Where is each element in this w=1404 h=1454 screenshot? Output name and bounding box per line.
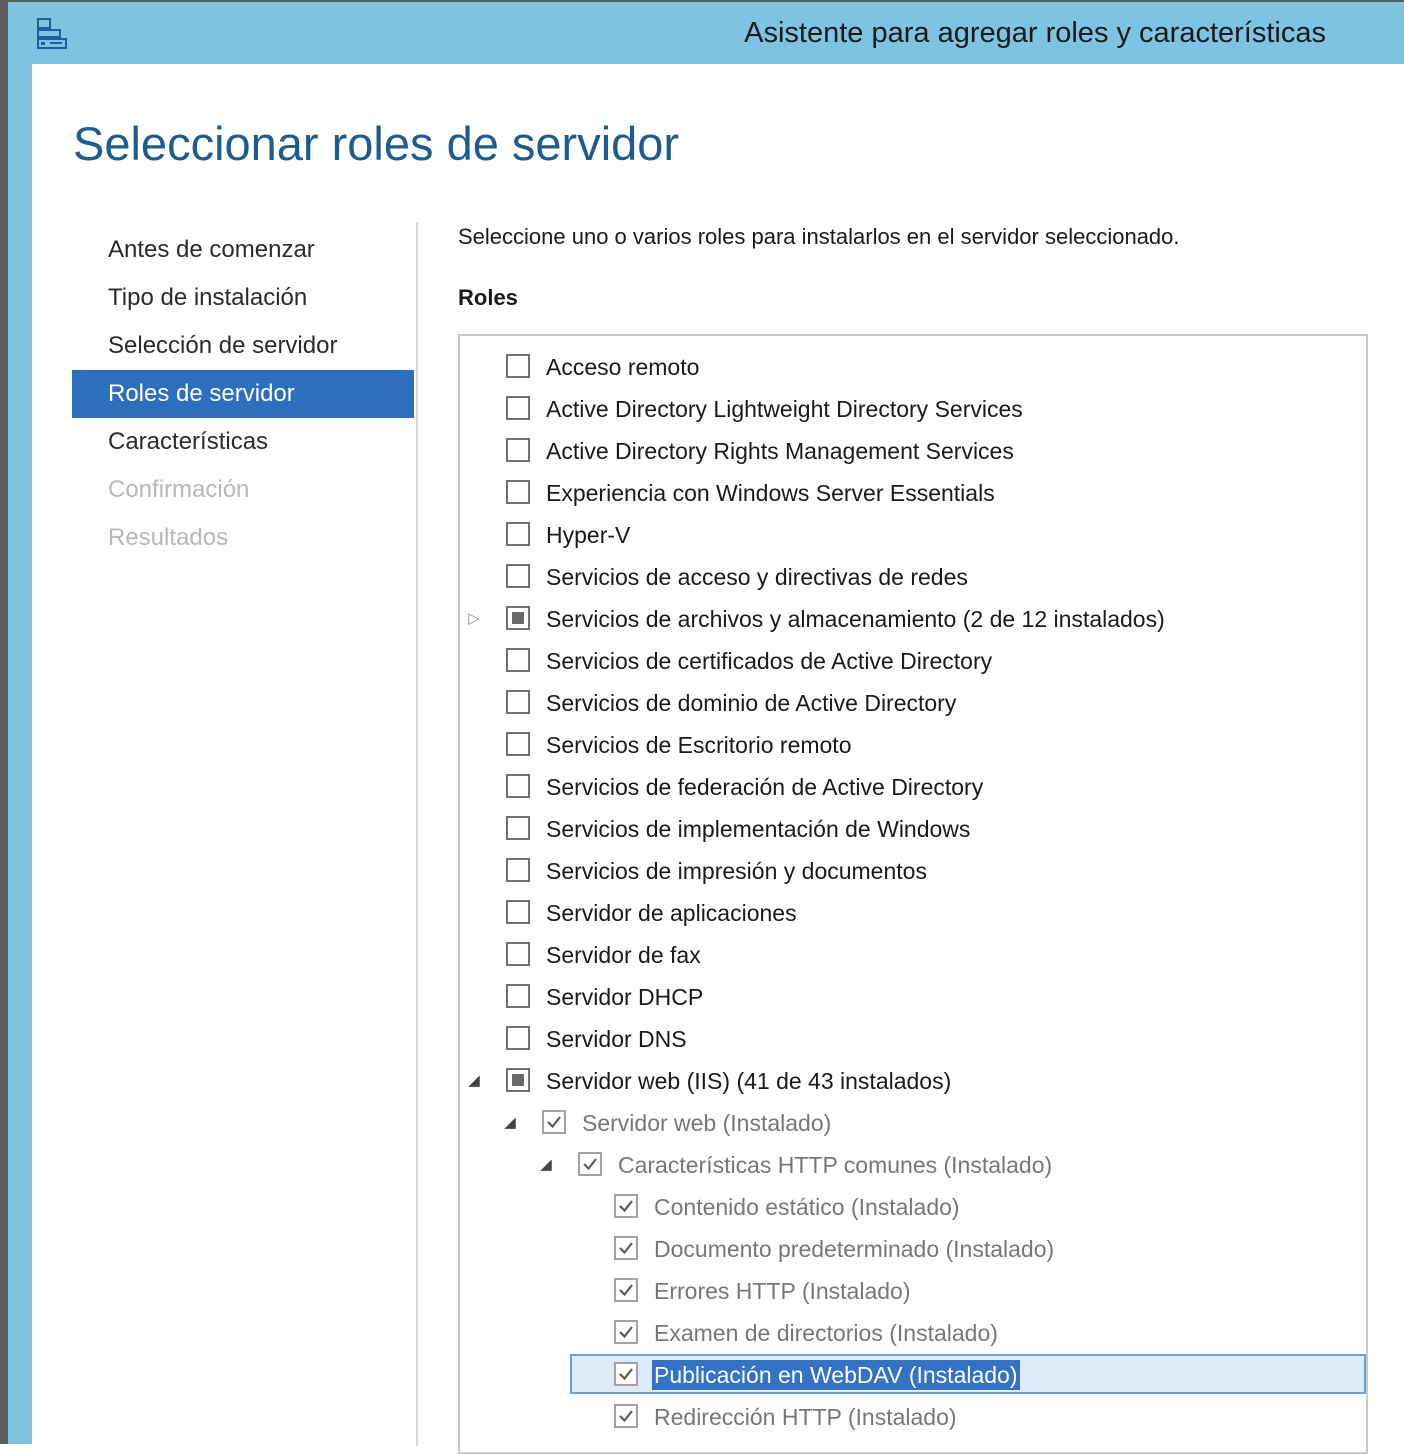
- role-row[interactable]: [460, 682, 1366, 724]
- check-icon: [581, 1155, 599, 1173]
- role-label: Servicios de dominio de Active Directory: [546, 690, 957, 716]
- check-icon: [617, 1239, 635, 1257]
- role-checkbox[interactable]: [506, 690, 530, 714]
- role-label: Servidor de aplicaciones: [546, 900, 797, 926]
- role-row[interactable]: [460, 514, 1366, 556]
- nav-divider: [416, 222, 418, 1446]
- role-label: Examen de directorios (Instalado): [654, 1320, 998, 1346]
- role-row[interactable]: [460, 1102, 1366, 1144]
- role-label: Contenido estático (Instalado): [654, 1194, 960, 1220]
- role-label: Active Directory Lightweight Directory Services: [546, 396, 1023, 422]
- role-row[interactable]: [460, 430, 1366, 472]
- role-row[interactable]: [460, 388, 1366, 430]
- role-checkbox[interactable]: [506, 564, 530, 588]
- role-checkbox[interactable]: [506, 480, 530, 504]
- role-label: Redirección HTTP (Instalado): [654, 1404, 957, 1430]
- check-icon: [617, 1281, 635, 1299]
- role-label: Servidor web (IIS) (41 de 43 instalados): [546, 1068, 952, 1094]
- role-checkbox-checked[interactable]: [614, 1236, 638, 1260]
- page-title: Seleccionar roles de servidor: [73, 117, 680, 170]
- role-checkbox-partial[interactable]: [506, 1068, 530, 1092]
- expand-arrow-icon[interactable]: ▷: [468, 609, 480, 627]
- role-label: Servidor web (Instalado): [582, 1110, 832, 1136]
- role-label: Servidor DHCP: [546, 984, 704, 1010]
- roles-heading: Roles: [458, 285, 518, 310]
- role-row[interactable]: [460, 808, 1366, 850]
- role-checkbox[interactable]: [506, 522, 530, 546]
- role-label: Servicios de acceso y directivas de redes: [546, 564, 968, 590]
- role-row[interactable]: [460, 1186, 1366, 1228]
- wizard-content: [32, 64, 1404, 1446]
- role-checkbox-checked[interactable]: [542, 1110, 566, 1134]
- nav-step[interactable]: Antes de comenzar: [108, 236, 315, 263]
- role-checkbox-checked[interactable]: [578, 1152, 602, 1176]
- role-row[interactable]: [460, 850, 1366, 892]
- role-label: Servicios de implementación de Windows: [546, 816, 971, 842]
- role-row[interactable]: [460, 1228, 1366, 1270]
- nav-step[interactable]: Tipo de instalación: [108, 284, 308, 311]
- window-title: Asistente para agregar roles y características: [744, 17, 1326, 49]
- role-row[interactable]: [460, 346, 1366, 388]
- check-icon: [617, 1323, 635, 1341]
- role-row[interactable]: [460, 724, 1366, 766]
- role-checkbox-checked[interactable]: [614, 1320, 638, 1344]
- role-checkbox-checked[interactable]: [614, 1404, 638, 1428]
- role-checkbox-partial[interactable]: [506, 606, 530, 630]
- check-icon: [617, 1197, 635, 1215]
- collapse-arrow-icon[interactable]: ◢: [468, 1071, 480, 1089]
- role-label: Servicios de certificados de Active Directory: [546, 648, 993, 674]
- role-checkbox[interactable]: [506, 396, 530, 420]
- role-row[interactable]: [460, 1060, 1366, 1102]
- role-label: Servicios de impresión y documentos: [546, 858, 927, 884]
- nav-step: Confirmación: [108, 476, 250, 503]
- role-label: Acceso remoto: [546, 354, 700, 380]
- role-checkbox-checked[interactable]: [614, 1278, 638, 1302]
- role-checkbox-checked[interactable]: [614, 1362, 638, 1386]
- role-row[interactable]: [460, 556, 1366, 598]
- role-checkbox[interactable]: [506, 858, 530, 882]
- role-label: Publicación en WebDAV (Instalado): [654, 1362, 1018, 1388]
- role-checkbox[interactable]: [506, 816, 530, 840]
- role-checkbox[interactable]: [506, 942, 530, 966]
- check-icon: [617, 1407, 635, 1425]
- role-label: Errores HTTP (Instalado): [654, 1278, 911, 1304]
- nav-step: Resultados: [108, 524, 229, 551]
- role-label: Servicios de Escritorio remoto: [546, 732, 852, 758]
- nav-step[interactable]: Selección de servidor: [108, 332, 338, 359]
- role-label: Servidor de fax: [546, 942, 701, 968]
- collapse-arrow-icon[interactable]: ◢: [540, 1155, 552, 1173]
- instruction-text: Seleccione uno o varios roles para instalarlos en el servidor seleccionado.: [458, 224, 1180, 249]
- role-row[interactable]: [460, 640, 1366, 682]
- nav-step[interactable]: Roles de servidor: [72, 370, 414, 418]
- nav-step[interactable]: Características: [108, 428, 269, 455]
- role-row[interactable]: [460, 976, 1366, 1018]
- role-row[interactable]: [460, 1396, 1366, 1438]
- role-label: Experiencia con Windows Server Essentials: [546, 480, 995, 506]
- role-checkbox[interactable]: [506, 774, 530, 798]
- role-checkbox[interactable]: [506, 438, 530, 462]
- check-icon: [545, 1113, 563, 1131]
- role-row[interactable]: [460, 892, 1366, 934]
- role-label: Active Directory Rights Management Services: [546, 438, 1014, 464]
- role-row[interactable]: [460, 1354, 1366, 1396]
- role-label: Documento predeterminado (Instalado): [654, 1236, 1055, 1262]
- role-row[interactable]: [460, 766, 1366, 808]
- wizard-steps-nav: [72, 226, 414, 562]
- collapse-arrow-icon[interactable]: ◢: [504, 1113, 516, 1131]
- role-checkbox[interactable]: [506, 1026, 530, 1050]
- roles-tree[interactable]: [458, 334, 1368, 1454]
- role-label: Características HTTP comunes (Instalado): [618, 1152, 1053, 1178]
- role-checkbox[interactable]: [506, 900, 530, 924]
- role-row[interactable]: [460, 472, 1366, 514]
- role-label: Servidor DNS: [546, 1026, 687, 1052]
- role-checkbox-checked[interactable]: [614, 1194, 638, 1218]
- title-bar[interactable]: [16, 4, 1404, 62]
- role-checkbox[interactable]: [506, 648, 530, 672]
- role-row[interactable]: [460, 1312, 1366, 1354]
- role-checkbox[interactable]: [506, 732, 530, 756]
- check-icon: [617, 1365, 635, 1383]
- role-checkbox[interactable]: [506, 354, 530, 378]
- role-row[interactable]: [460, 598, 1366, 640]
- role-label: Servicios de federación de Active Directory: [546, 774, 984, 800]
- role-row[interactable]: [460, 934, 1366, 976]
- role-row[interactable]: [460, 1144, 1366, 1186]
- server-manager-icon: [34, 16, 70, 52]
- role-checkbox[interactable]: [506, 984, 530, 1008]
- role-row[interactable]: [460, 1018, 1366, 1060]
- role-label: Servicios de archivos y almacenamiento (2 de 12 instalados): [546, 606, 1165, 632]
- role-row[interactable]: [460, 1270, 1366, 1312]
- role-label: Hyper-V: [546, 522, 631, 548]
